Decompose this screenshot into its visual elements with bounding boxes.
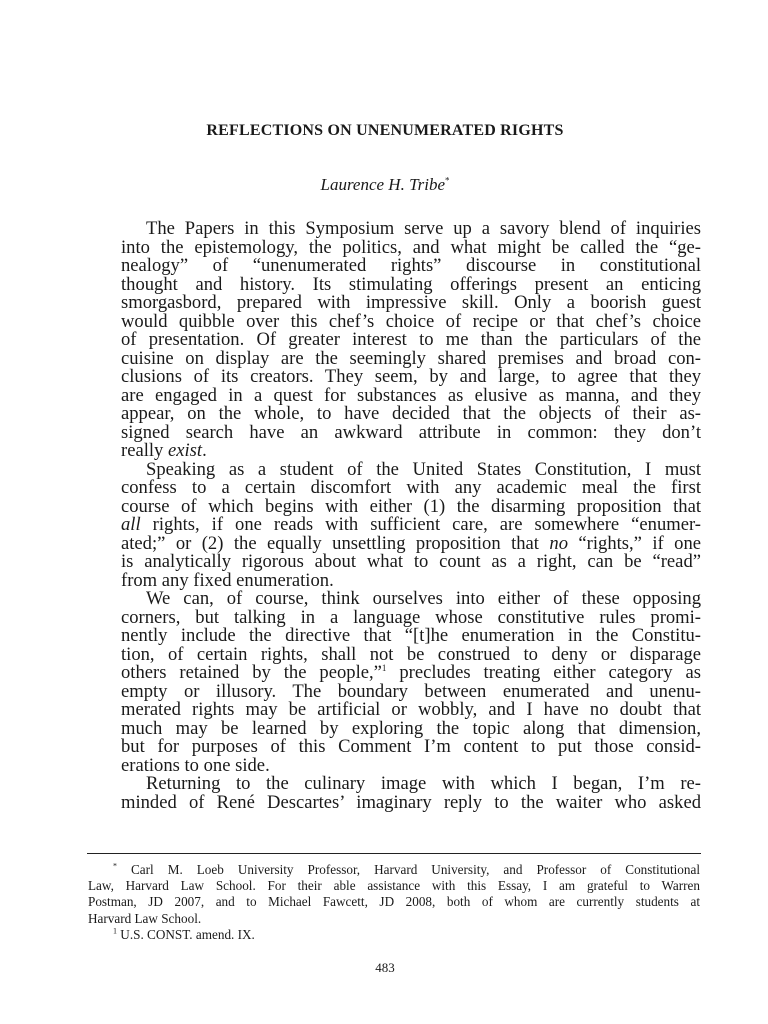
body-line-text: thought and history. Its stimulating offerings present an enticing (121, 273, 701, 295)
page-number: 483 (375, 960, 395, 975)
body-line-text: We can, of course, think ourselves into either of these opposing (146, 588, 701, 609)
footnote-line (88, 894, 700, 910)
body-line-text: really (121, 440, 168, 461)
author-byline (120, 175, 650, 195)
body-line-text: Speaking as a student of the United States Constitution, I must (146, 458, 701, 480)
footnote-line (88, 927, 700, 943)
footnote-divider (87, 853, 701, 854)
body-line-text: tion, of certain rights, shall not be construed to deny or disparage (121, 643, 701, 665)
footnote-text: U.S. CONST. amend. IX. (120, 926, 255, 942)
body-line-text: cuisine on display are the seemingly shared premises and broad con- (121, 347, 701, 369)
body-line-text: smorgasbord, prepared with impressive skill. Only a boorish guest (121, 292, 701, 313)
body-line (121, 791, 701, 813)
footnote-line (88, 878, 700, 894)
footnote-reference: 1 (381, 662, 387, 673)
body-line-text: into the epistemology, the politics, and what might be called the “ge- (121, 236, 701, 258)
footnote-text: Carl M. Loeb University Professor, Harvard University, and Professor of Constitutional (131, 862, 701, 877)
body-line-emphasis: exist (167, 440, 203, 461)
body-line-text: nently include the directive that “[t]he enumeration in the Constitu- (121, 625, 701, 646)
body-line-text: signed search have an awkward attribute in common: they don’t (121, 421, 701, 443)
body-line (121, 421, 701, 443)
body-line-text: rights, if one reads with sufficient care, are somewhere “enumer- (140, 514, 701, 535)
body-line-text: would quibble over this chef’s choice of recipe or that chef’s choice (121, 310, 701, 332)
body-line-text: others retained by the people,” (121, 662, 382, 683)
footnote-marker: * (113, 861, 117, 871)
body-line-text: ated;” or (2) the equally unsettling proposition that (121, 532, 550, 554)
footnote-line (88, 862, 700, 878)
body-line-text: clusions of its creators. They seem, by and large, to agree that they (121, 366, 701, 387)
body-line-text: The Papers in this Symposium serve up a savory blend of inquiries (146, 218, 701, 239)
body-line-text: is analytically rigorous about what to count as a right, can be “read” (121, 551, 701, 572)
body-line-emphasis: all (121, 514, 141, 535)
body-line-text: erations to one side. (121, 754, 270, 776)
body-line-text: confess to a certain discomfort with any academic meal the first (121, 477, 701, 498)
body-line-text: much may be learned by exploring the topic along that dimension, (121, 717, 701, 739)
body-line-text: “rights,” if one (567, 532, 701, 554)
body-line-text: but for purposes of this Comment I’m content to put those consid- (121, 736, 701, 757)
author-footnote-marker: * (445, 175, 450, 186)
body-line-text: . (202, 440, 207, 461)
body-line-emphasis: no (549, 532, 568, 554)
footnote-line (88, 911, 700, 927)
footnote-text: Postman, JD 2007, and to Michael Fawcett, JD 2008, both of whom are currently students at (88, 894, 700, 910)
footnote-marker: 1 (113, 926, 117, 936)
footnote-text: Law, Harvard Law School. For their able assistance with this Essay, I am grateful to Warren (88, 878, 700, 894)
body-line-text: of presentation. Of greater interest to me than the particulars of the (121, 329, 701, 350)
body-line-text: corners, but talking in a language whose constitutive rules promi- (121, 606, 701, 628)
body-line-text: minded of René Descartes’ imaginary reply to the waiter who asked (121, 791, 701, 813)
body-line-text: from any fixed enumeration. (121, 569, 334, 591)
author-name: Laurence H. Tribe (320, 175, 445, 194)
body-text (121, 220, 701, 812)
body-line-text: appear, on the whole, to have decided that the objects of their as- (121, 403, 701, 424)
footnote-text: Harvard Law School. (88, 910, 202, 926)
body-line-text: precludes treating either category as (386, 662, 701, 683)
body-line-text: nealogy” of “unenumerated rights” discourse in constitutional (121, 255, 701, 276)
body-line-text: Returning to the culinary image with which I began, I’m re- (146, 773, 701, 794)
body-line-text: merated rights may be artificial or wobbly, and I have no doubt that (121, 699, 701, 720)
body-line-text: course of which begins with either (1) the disarming proposition that (121, 495, 701, 517)
body-line-text: are engaged in a quest for substances as elusive as manna, and they (121, 384, 701, 406)
footnotes (88, 862, 700, 943)
body-line-text: empty or illusory. The boundary between enumerated and unenu- (121, 680, 701, 702)
article-title: REFLECTIONS ON UNENUMERATED RIGHTS (206, 122, 564, 139)
